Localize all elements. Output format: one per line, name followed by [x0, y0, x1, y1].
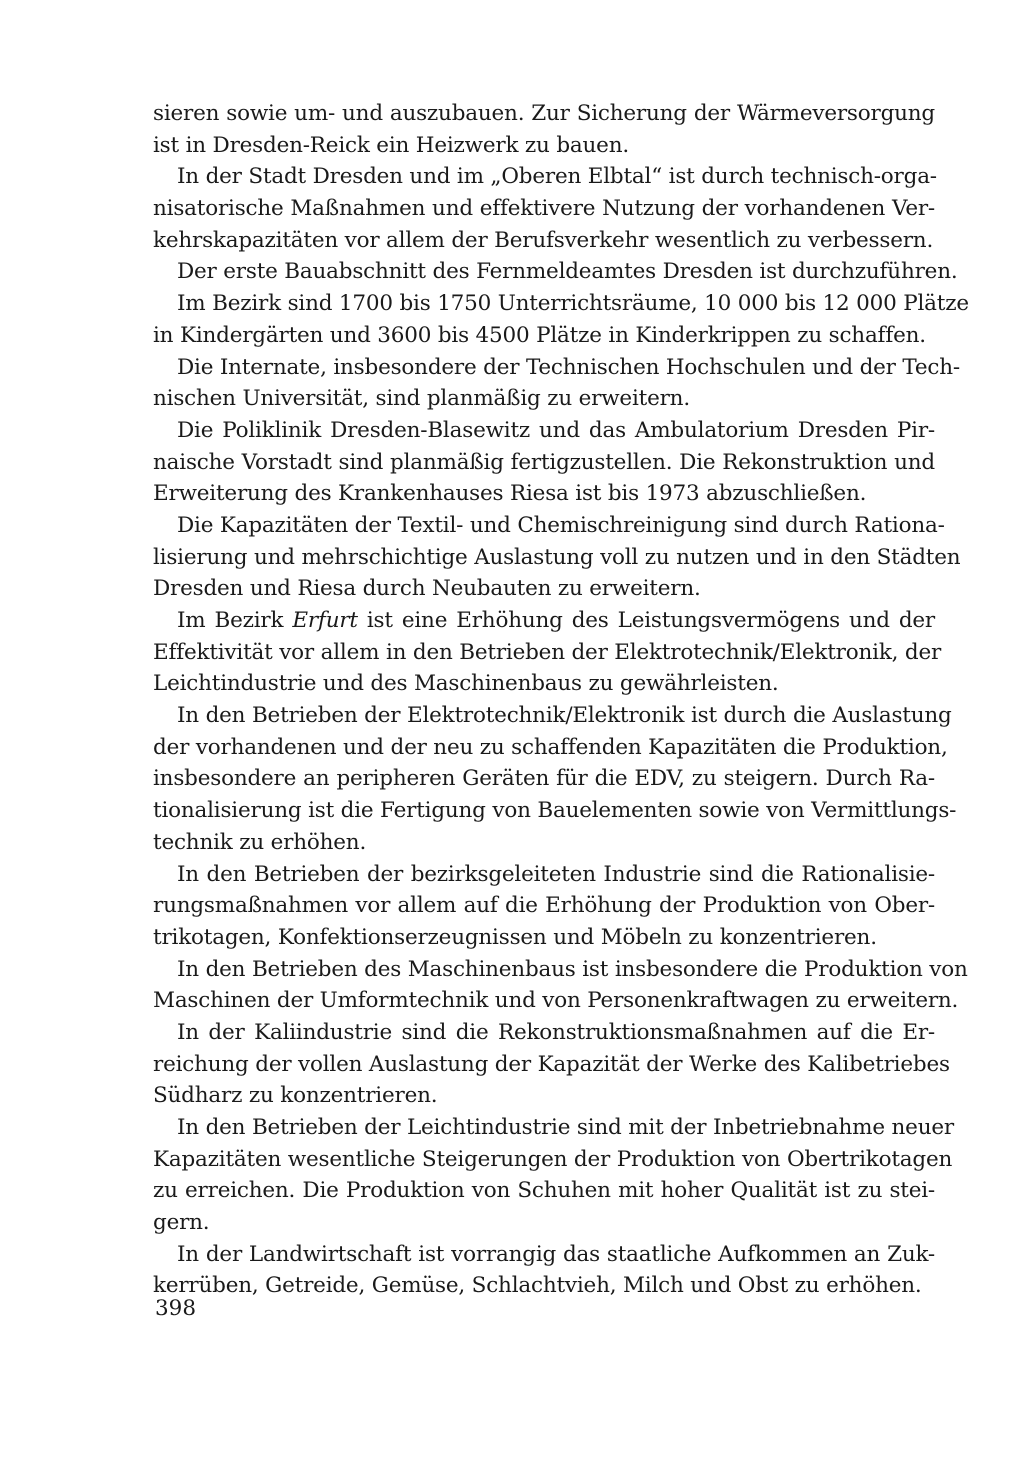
text-line: Die Poliklinik Dresden-Blasewitz und das Ambulatorium Dresden Pir-	[177, 417, 935, 443]
text-line: Dresden und Riesa durch Neubauten zu erweitern.	[153, 576, 701, 602]
text-line: In den Betrieben der Elektrotechnik/Elektronik ist durch die Auslastung	[177, 703, 952, 729]
text-line: nisatorische Maßnahmen und effektivere Nutzung der vorhandenen Ver-	[153, 196, 935, 222]
text-line: Erweiterung des Krankenhauses Riesa ist bis 1973 abzuschließen.	[153, 481, 867, 507]
text-line: Der erste Bauabschnitt des Fernmeldeamtes Dresden ist durchzuführen.	[177, 259, 958, 285]
text-line: kehrskapazitäten vor allem der Berufsverkehr wesentlich zu verbessern.	[153, 227, 934, 253]
text-line: rungsmaßnahmen vor allem auf die Erhöhung der Produktion von Ober-	[153, 893, 935, 919]
text-line: In den Betrieben des Maschinenbaus ist insbesondere die Produktion von	[177, 956, 968, 982]
body-text	[153, 98, 969, 1302]
text-line: Leichtindustrie und des Maschinenbaus zu gewährleisten.	[153, 671, 779, 697]
text-line: In der Landwirtschaft ist vorrangig das staatliche Aufkommen an Zuk-	[177, 1241, 935, 1267]
page-number: 398	[155, 1296, 197, 1321]
text-line: kerrüben, Getreide, Gemüse, Schlachtvieh, Milch und Obst zu erhöhen.	[153, 1273, 922, 1299]
text-line: Südharz zu konzentrieren.	[153, 1083, 438, 1109]
text-line: nischen Universität, sind planmäßig zu erweitern.	[153, 386, 690, 412]
text-line: In den Betrieben der bezirksgeleiteten Industrie sind die Rationalisie-	[177, 861, 935, 887]
text-line: Effektivität vor allem in den Betrieben der Elektrotechnik/Elektronik, der	[153, 639, 942, 665]
text-line: trikotagen, Konfektionserzeugnissen und Möbeln zu konzentrieren.	[153, 924, 877, 950]
text-line: In der Stadt Dresden und im „Oberen Elbtal“ ist durch technisch-orga-	[177, 164, 937, 190]
text-line: In den Betrieben der Leichtindustrie sind mit der Inbetriebnahme neuer	[177, 1115, 954, 1140]
text-line: zu erreichen. Die Produktion von Schuhen mit hoher Qualität ist zu stei-	[153, 1178, 935, 1204]
text-line: In der Kaliindustrie sind die Rekonstruktionsmaßnahmen auf die Er-	[177, 1019, 935, 1045]
text-line: lisierung und mehrschichtige Auslastung voll zu nutzen und in den Städten	[153, 544, 961, 570]
text-line: technik zu erhöhen.	[153, 829, 367, 855]
text-line: Kapazitäten wesentliche Steigerungen der Produktion von Obertrikotagen	[153, 1146, 953, 1172]
text-line: Die Kapazitäten der Textil- und Chemischreinigung sind durch Rationa-	[177, 512, 945, 538]
text-line: tionalisierung ist die Fertigung von Bauelementen sowie von Vermittlungs-	[153, 798, 957, 824]
text-line: gern.	[153, 1210, 210, 1236]
text-line: Die Internate, insbesondere der Technischen Hochschulen und der Tech-	[177, 354, 960, 380]
text-line: Im Bezirk Erfurt ist eine Erhöhung des Leistungsvermögens und der	[177, 608, 935, 633]
text-line: Im Bezirk sind 1700 bis 1750 Unterrichtsräume, 10 000 bis 12 000 Plätze	[177, 291, 969, 317]
text-line: insbesondere an peripheren Geräten für die EDV, zu steigern. Durch Ra-	[153, 766, 935, 792]
text-line: reichung der vollen Auslastung der Kapazität der Werke des Kalibetriebes	[153, 1051, 950, 1077]
text-line: sieren sowie um- und auszubauen. Zur Sicherung der Wärmeversorgung	[153, 101, 935, 126]
text-line: in Kindergärten und 3600 bis 4500 Plätze in Kinderkrippen zu schaffen.	[153, 322, 926, 348]
text-line: naische Vorstadt sind planmäßig fertigzustellen. Die Rekonstruktion und	[153, 449, 935, 475]
text-line: der vorhandenen und der neu zu schaffenden Kapazitäten die Produktion,	[153, 734, 948, 760]
text-line: Maschinen der Umformtechnik und von Personenkraftwagen zu erweitern.	[153, 988, 959, 1014]
emphasis-erfurt: Erfurt	[292, 608, 358, 633]
text-line: ist in Dresden-Reick ein Heizwerk zu bauen.	[153, 132, 629, 158]
